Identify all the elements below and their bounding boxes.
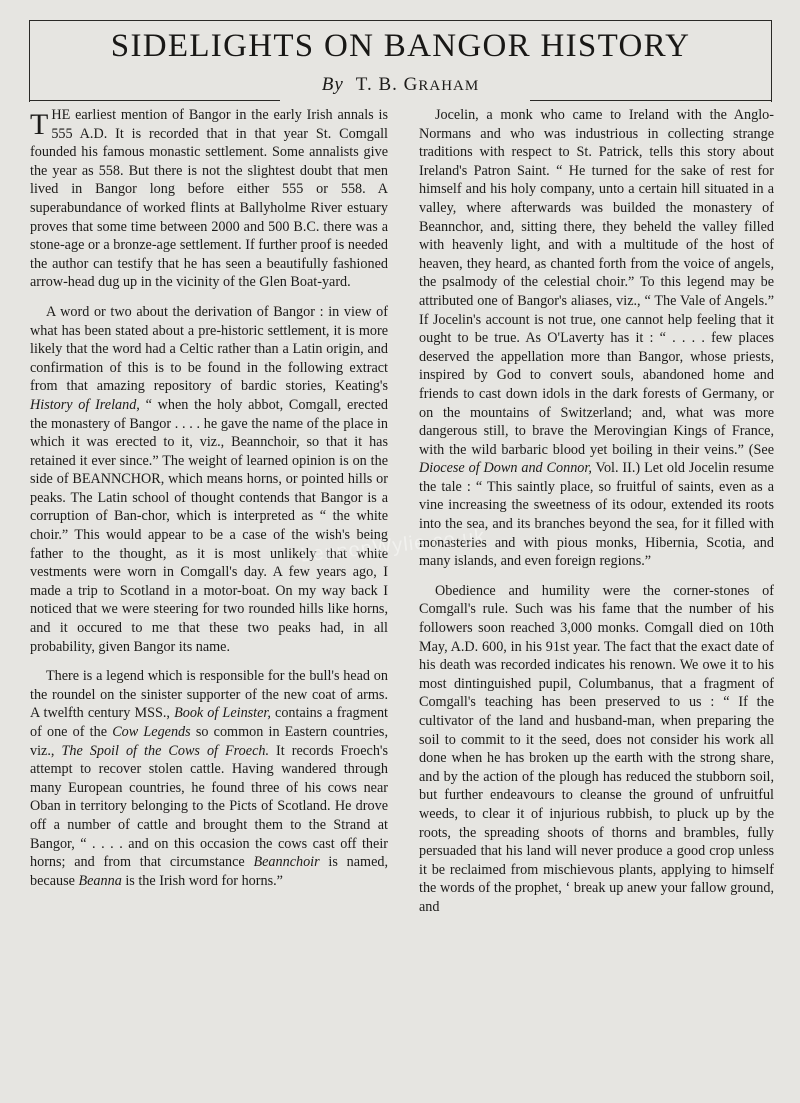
- paragraph-text: HE earliest mention of Bangor in the early Irish annals is 555 A.D. It is recorded that in that year St. Comgall founded his famous monastic settlement. Some annalists give the year as 558. But there is not the slightest doubt that men lived in Bangor long before either 555 or 558. A superabundance of worked flints at Ballyholme River estuary proves that some time between 2000 and 500 B.C. there was a stone-age or a bronze-age settlement. If further proof is needed the author can testify that he has seen a beautifully fashioned arrow-head dug up in the vicinity of the Glen Boat-yard.: [30, 107, 388, 291]
- paragraph-text: contains a fragment of one of the: [30, 705, 388, 740]
- italic-title: History of Ireland,: [30, 396, 140, 413]
- italic-title: Diocese of Down and Connor,: [419, 460, 592, 477]
- byline-author-rest: RAHAM: [418, 78, 480, 94]
- title-rule-left: [29, 100, 280, 101]
- italic-title: Book of Leinster,: [174, 705, 271, 722]
- right-column: [419, 106, 774, 928]
- paragraph: [30, 667, 388, 890]
- paragraph: [30, 106, 388, 292]
- title-rule-right: [530, 100, 772, 101]
- paragraph: [30, 303, 388, 656]
- paragraph-text: It records Froech's attempt to recover stolen cattle. Having wandered through many European countries, he found three of his cows near Oban in territory belonging to the Picts of Scotland. He drove off a number of cattle and brought them to the Strand at Bangor, “ . . . . and on this occasion the cows cast off their horns; and from that circumstance: [30, 742, 388, 871]
- paragraph-text: Jocelin, a monk who came to Ireland with the Anglo-Normans and who was industrious in collecting strange traditions with respect to St. Patrick, tells this story about Ireland's Patron Saint. “ He turned for the sake of rest for himself and his holy company, unto a certain hill situated in a valley, where afterwards was builded the monastery of Beannchor, and, sitting there, they beheld the valley filled with heavenly light, and with a multitude of the host of heaven, they heard, as chanted forth from the voice of angels, the psalmody of the celestial choir.” To this legend may be attributed one of Bangor's aliases, viz., “ The Vale of Angels.” If Jocelin's account is not true, one cannot help feeling that it ought to be true. As O'Laverty has it : “ . . . . few places deserved the appellation more than Bangor, whose priests, inspired by God to convert souls, abandoned home and friends to cast down idols in the dark forests of Germany, or on the mountains of Switzerland; and, what was more dangerous still, to brave the Merovingian Kings of France, with the wild barbaric blood yet boiling in their veins.” (See: [419, 107, 774, 458]
- paragraph-text: is the Irish word for horns.”: [125, 872, 283, 889]
- paragraph-text: so common in Eastern countries, viz.,: [30, 724, 388, 759]
- article-title: SIDELIGHTS ON BANGOR HISTORY: [110, 28, 691, 64]
- paragraph-text: There is a legend which is responsible for the bull's head on the roundel on the sinister supporter of the new coat of arms. A twelfth century MSS.,: [30, 668, 388, 722]
- italic-word: Beannchoir: [253, 854, 320, 871]
- paragraph: [419, 582, 774, 917]
- italic-title: The Spoil of the Cows of Froech.: [61, 742, 270, 759]
- watermark: LennonWylie.co.uk: [299, 525, 487, 567]
- paragraph-text: A word or two about the derivation of Bangor : in view of what has been stated about a pre-historic settlement, it is more likely that the word had a Celtic rather than a Latin origin, and confirmation of this is to be found in the following extract from that amazing repository of bardic stories, Keating's: [30, 303, 388, 395]
- paragraph-text: Obedience and humility were the corner-stones of Comgall's rule. Such was his fame that the number of his followers soon reached 3,000 monks. Comgall died on 10th May, A.D. 600, in his 91st year. The fact that the exact date of his death was recorded indicates his renown. We owe it to his most dintinguished pupil, Columbanus, that a fragment of Comgall's teaching has been preserved to us : “ If the cultivator of the land and husband-man, when preparing the soil to commit to it the seed, does not consider his work all done when he has broken up the earth with the strong share, and by the action of the plough has reduced the stubborn soil, but further endeavours to cleanse the ground of unfruitful weeds, to clear it of injurious rubbish, to pluck up by the roots, the spreading shoots of thorns and brambles, fully persuaded that his land will never produce a good crop unless it be reclaimed from mischievous plants, applying to himself the words of the prophet, ‘ break up anew your fallow ground, and: [419, 582, 774, 915]
- byline-author-initials: T. B. G: [355, 74, 419, 95]
- drop-cap: T: [30, 108, 49, 141]
- italic-title: Cow Legends: [112, 724, 191, 740]
- paragraph: [419, 106, 774, 571]
- left-column: [30, 106, 388, 901]
- byline: [29, 74, 772, 96]
- paragraph-text: Vol. II.) Let old Jocelin resume the tale : “ This saintly place, so fruitful of saints, even as a vine increasing the sweetness of its odour, extended its roots into the sea, and its branches beyond the sea, for it filled with monasteries and with pious monks, Hibernia, Scotia, and many islands, and even foreign regions.”: [419, 460, 774, 570]
- byline-by: By: [321, 74, 344, 95]
- paragraph-text: “ when the holy abbot, Comgall, erected the monastery of Bangor . . . . he gave the name of the place in which it was erected to it, viz., Beannchoir, so that it has retained it ever since.” The weight of learned opinion is on the side of BEANNCHOR, which means horns, or pointed hills or peaks. The Latin school of thought contends that Bangor is a corruption of Ban-chor, which is interpreted as “ the white choir.” This would appear to be a case of the wish's being father to the thought, as it is most unlikely that white vestments were worn in Comgall's day. A few years ago, I made a trip to Scotland in a motor-boat. On my way back I noticed that we were steering for two rounded hills like horns, and it occured to me that these two peaks had, in all probability, given Bangor its name.: [30, 396, 389, 655]
- paragraph-text: is named, because: [30, 854, 389, 889]
- italic-word: Beanna: [78, 872, 122, 889]
